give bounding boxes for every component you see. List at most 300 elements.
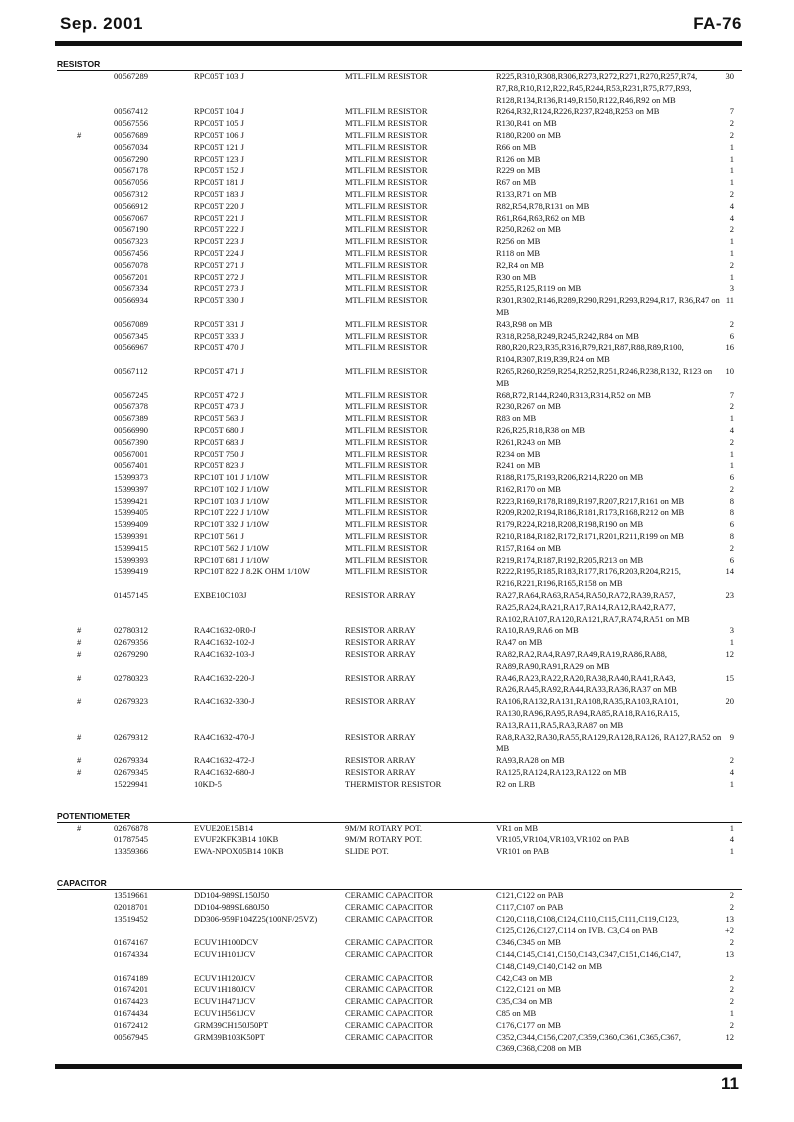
row-part-number: RPC05T 473 J	[194, 401, 244, 412]
header-model: FA-76	[693, 14, 742, 33]
row-quantity: 1	[729, 165, 734, 176]
row-quantity: 2	[729, 984, 734, 995]
row-code: 02780312	[114, 625, 148, 636]
table-row	[57, 401, 742, 413]
row-code: 02780323	[114, 672, 148, 683]
row-description: MTL.FILM RESISTOR	[345, 507, 428, 518]
table-row	[57, 543, 742, 555]
row-part-number: RPC05T 331 J	[194, 318, 244, 329]
table-row	[57, 890, 742, 902]
row-description: CERAMIC CAPACITOR	[345, 1031, 434, 1042]
row-location: R30 on MB	[496, 271, 537, 282]
table-row	[57, 177, 742, 189]
row-part-number: RA4C1632-680-J	[194, 767, 255, 778]
section-title: RESISTOR	[57, 58, 742, 71]
row-location: C120,C118,C108,C124,C110,C115,C111,C119,C123, C125,C126,C127,C114 on IVB. C3,C4 on PAB	[496, 913, 680, 936]
row-quantity: 8	[729, 531, 734, 542]
row-location: R229 on MB	[496, 165, 541, 176]
row-quantity: 13	[725, 948, 734, 959]
row-part-number: RA4C1632-220-J	[194, 672, 255, 683]
row-location: R230,R267 on MB	[496, 401, 561, 412]
table-row	[57, 272, 742, 284]
row-description: CERAMIC CAPACITOR	[345, 901, 434, 912]
row-code: 00567034	[114, 141, 148, 152]
row-code: 00566967	[114, 342, 148, 353]
row-code: 01672412	[114, 1019, 148, 1030]
row-quantity: 8	[729, 495, 734, 506]
row-description: MTL.FILM RESISTOR	[345, 165, 428, 176]
row-quantity: 4	[729, 834, 734, 845]
row-quantity: 7	[729, 389, 734, 400]
row-code: 00567056	[114, 177, 148, 188]
row-quantity: 3	[729, 283, 734, 294]
table-row	[57, 732, 742, 756]
row-code: 02679334	[114, 755, 148, 766]
row-part-number: DD104-989SL150J50	[194, 890, 270, 900]
table-row	[57, 106, 742, 118]
row-part-number: RPC10T 561 J	[194, 531, 244, 542]
row-quantity: 2	[729, 129, 734, 140]
row-mark: #	[77, 672, 82, 683]
row-location: C122,C121 on MB	[496, 984, 561, 995]
row-code: 15399393	[114, 554, 148, 565]
table-row	[57, 460, 742, 472]
row-location: RA8,RA32,RA30,RA55,RA129,RA128,RA126, RA127,RA52 on MB	[496, 731, 722, 754]
page-number: 11	[721, 1074, 739, 1093]
row-mark: #	[77, 767, 82, 778]
table-row	[57, 566, 742, 590]
row-description: MTL.FILM RESISTOR	[345, 295, 428, 306]
table-row	[57, 142, 742, 154]
row-part-number: DD306-959F104Z25(100NF/25VZ)	[194, 913, 318, 924]
table-row	[57, 949, 742, 973]
row-part-number: ECUV1H471JCV	[194, 996, 256, 1007]
row-description: CERAMIC CAPACITOR	[345, 1019, 434, 1030]
row-location: R61,R64,R63,R62 on MB	[496, 212, 586, 223]
row-location: VR101 on PAB	[496, 846, 550, 857]
table-row	[57, 248, 742, 260]
row-code: 00566990	[114, 424, 148, 435]
section-title: CAPACITOR	[57, 877, 742, 890]
row-quantity: 16	[725, 342, 734, 353]
table-row	[57, 1008, 742, 1020]
row-location: RA27,RA64,RA63,RA54,RA50,RA72,RA39,RA57, RA25,RA24,RA21,RA17,RA14,RA12,RA42,RA77, RA102,RA107,RA120,RA121,RA7,RA74,RA51 on MB	[496, 590, 690, 624]
row-location: R188,R175,R193,R206,R214,R220 on MB	[496, 472, 644, 483]
row-location: C117,C107 on PAB	[496, 901, 564, 912]
row-description: RESISTOR ARRAY	[345, 755, 416, 766]
row-location: RA106,RA132,RA131,RA108,RA35,RA103,RA101, RA130,RA96,RA95,RA94,RA85,RA18,RA16,RA15, RA13,RA11,RA5,RA3,RA87 on MB	[496, 696, 680, 730]
row-code: 00567089	[114, 318, 148, 329]
row-quantity: 2	[729, 259, 734, 270]
row-code: 01674423	[114, 996, 148, 1007]
row-description: MTL.FILM RESISTOR	[345, 448, 428, 459]
row-code: 00567345	[114, 330, 148, 341]
row-part-number: RPC05T 223 J	[194, 236, 244, 247]
row-quantity: 12	[725, 1031, 734, 1042]
row-location: C121,C122 on PAB	[496, 890, 564, 900]
row-description: MTL.FILM RESISTOR	[345, 542, 428, 553]
row-description: MTL.FILM RESISTOR	[345, 483, 428, 494]
row-code: 01674434	[114, 1007, 148, 1018]
row-location: R222,R195,R185,R183,R177,R176,R203,R204,R215, R216,R221,R196,R165,R158 on MB	[496, 566, 681, 589]
row-part-number: RPC05T 221 J	[194, 212, 244, 223]
table-row	[57, 507, 742, 519]
row-location: C144,C145,C141,C150,C143,C347,C151,C146,C147, C148,C149,C140,C142 on MB	[496, 948, 681, 971]
row-description: CERAMIC CAPACITOR	[345, 972, 434, 983]
row-quantity: 4	[729, 424, 734, 435]
table-row	[57, 696, 742, 731]
row-code: 15399409	[114, 519, 148, 530]
row-location: R157,R164 on MB	[496, 542, 561, 553]
row-part-number: RPC10T 222 J 1/10W	[194, 507, 270, 518]
row-location: R255,R125,R119 on MB	[496, 283, 582, 294]
row-part-number: RA4C1632-103-J	[194, 649, 255, 660]
row-quantity: 1	[729, 141, 734, 152]
row-description: MTL.FILM RESISTOR	[345, 153, 428, 164]
row-quantity: 6	[729, 330, 734, 341]
row-description: MTL.FILM RESISTOR	[345, 188, 428, 199]
page-header	[57, 10, 742, 36]
row-quantity: 23	[725, 590, 734, 601]
row-part-number: RPC05T 222 J	[194, 224, 244, 235]
row-quantity: 20	[725, 696, 734, 707]
row-location: R318,R258,R249,R245,R242,R84 on MB	[496, 330, 639, 341]
row-location: R82,R54,R78,R131 on MB	[496, 200, 590, 211]
row-part-number: RPC05T 563 J	[194, 413, 244, 424]
row-location: R256 on MB	[496, 236, 541, 247]
row-code: 13519452	[114, 913, 148, 924]
row-location: R126 on MB	[496, 153, 541, 164]
row-part-number: RPC10T 822 J 8.2K OHM 1/10W	[194, 566, 311, 577]
row-description: RESISTOR ARRAY	[345, 590, 416, 601]
table-row	[57, 390, 742, 402]
table-row	[57, 755, 742, 767]
row-location: R26,R25,R18,R38 on MB	[496, 424, 586, 435]
row-part-number: RA4C1632-0R0-J	[194, 625, 256, 636]
row-part-number: EVUE20E15B14	[194, 822, 254, 833]
row-part-number: 10KD-5	[194, 778, 222, 789]
row-code: 00567245	[114, 389, 148, 400]
row-part-number: RPC05T 750 J	[194, 448, 244, 459]
row-code: 00567556	[114, 118, 148, 129]
row-code: 02679312	[114, 731, 148, 742]
row-quantity: 12	[725, 649, 734, 660]
row-code: 00567389	[114, 413, 148, 424]
row-quantity: 1	[729, 413, 734, 424]
row-mark: #	[77, 129, 82, 140]
row-code: 15399419	[114, 566, 148, 577]
row-quantity: 2	[729, 118, 734, 129]
row-code: 15399373	[114, 472, 148, 483]
row-part-number: RPC05T 273 J	[194, 283, 244, 294]
row-location: R83 on MB	[496, 413, 537, 424]
row-mark: #	[77, 637, 82, 648]
row-location: R118 on MB	[496, 247, 541, 258]
row-quantity: 15	[725, 672, 734, 683]
row-description: RESISTOR ARRAY	[345, 637, 416, 648]
row-code: 13359366	[114, 846, 148, 857]
row-part-number: ECUV1H120JCV	[194, 972, 256, 983]
row-description: SLIDE POT.	[345, 846, 389, 857]
row-description: MTL.FILM RESISTOR	[345, 413, 428, 424]
row-code: 01787545	[114, 834, 148, 845]
row-description: MTL.FILM RESISTOR	[345, 236, 428, 247]
row-part-number: RPC10T 562 J 1/10W	[194, 542, 270, 553]
row-description: MTL.FILM RESISTOR	[345, 71, 428, 81]
row-quantity: 1	[729, 177, 734, 188]
row-location: R250,R262 on MB	[496, 224, 561, 235]
row-quantity: 1	[729, 236, 734, 247]
row-quantity: 1	[729, 153, 734, 164]
row-part-number: RPC05T 104 J	[194, 106, 244, 117]
row-description: MTL.FILM RESISTOR	[345, 436, 428, 447]
row-description: MTL.FILM RESISTOR	[345, 141, 428, 152]
table-row	[57, 823, 742, 835]
table-row	[57, 165, 742, 177]
row-part-number: RPC05T 152 J	[194, 165, 244, 176]
table-row	[57, 779, 742, 791]
row-quantity: 2	[729, 436, 734, 447]
table-row	[57, 531, 742, 543]
row-code: 00567401	[114, 460, 148, 471]
row-part-number: RPC05T 823 J	[194, 460, 244, 471]
table-row	[57, 366, 742, 390]
row-part-number: RPC10T 101 J 1/10W	[194, 472, 270, 483]
row-location: R180,R200 on MB	[496, 129, 561, 140]
row-quantity: 4	[729, 200, 734, 211]
row-code: 01674167	[114, 937, 148, 948]
parts-list	[57, 58, 742, 1055]
row-location: C85 on MB	[496, 1007, 537, 1018]
row-mark: #	[77, 755, 82, 766]
row-description: MTL.FILM RESISTOR	[345, 365, 428, 376]
table-row	[57, 437, 742, 449]
row-part-number: RPC05T 272 J	[194, 271, 244, 282]
row-location: R241 on MB	[496, 460, 541, 471]
row-description: MTL.FILM RESISTOR	[345, 259, 428, 270]
row-location: C35,C34 on MB	[496, 996, 553, 1007]
row-location: RA46,RA23,RA22,RA20,RA38,RA40,RA41,RA43, RA26,RA45,RA92,RA44,RA33,RA36,RA37 on MB	[496, 672, 677, 695]
row-description: RESISTOR ARRAY	[345, 625, 416, 636]
row-part-number: RPC05T 271 J	[194, 259, 244, 270]
row-description: MTL.FILM RESISTOR	[345, 200, 428, 211]
row-location: RA93,RA28 on MB	[496, 755, 565, 766]
row-quantity: 2	[729, 937, 734, 948]
row-quantity: 1	[729, 460, 734, 471]
row-location: RA82,RA2,RA4,RA97,RA49,RA19,RA86,RA88, RA89,RA90,RA91,RA29 on MB	[496, 649, 667, 671]
row-quantity: 13 +2	[724, 913, 734, 936]
row-quantity: 2	[729, 972, 734, 983]
row-quantity: 4	[729, 212, 734, 223]
row-location: RA10,RA9,RA6 on MB	[496, 625, 579, 636]
table-row	[57, 637, 742, 649]
row-location: R234 on MB	[496, 448, 541, 459]
table-row	[57, 224, 742, 236]
row-location: R265,R260,R259,R254,R252,R251,R246,R238,R132, R123 on MB	[496, 365, 713, 388]
row-location: R133,R71 on MB	[496, 188, 557, 199]
row-part-number: RA4C1632-330-J	[194, 696, 255, 707]
row-part-number: RPC10T 103 J 1/10W	[194, 495, 270, 506]
row-quantity: 6	[729, 519, 734, 530]
row-code: 00567001	[114, 448, 148, 459]
row-code: 02679356	[114, 637, 148, 648]
row-location: R80,R20,R23,R35,R316,R79,R21,R87,R88,R89,R100, R104,R307,R19,R39,R24 on MB	[496, 342, 684, 365]
row-location: R209,R202,R194,R186,R181,R173,R168,R212 on MB	[496, 507, 685, 518]
row-quantity: 2	[729, 542, 734, 553]
table-row	[57, 295, 742, 319]
row-quantity: 14	[725, 566, 734, 577]
row-code: 00567067	[114, 212, 148, 223]
table-row	[57, 984, 742, 996]
table-row	[57, 846, 742, 858]
row-code: 00567334	[114, 283, 148, 294]
row-quantity: 7	[729, 106, 734, 117]
table-row	[57, 236, 742, 248]
row-description: MTL.FILM RESISTOR	[345, 389, 428, 400]
row-code: 00567945	[114, 1031, 148, 1042]
row-description: CERAMIC CAPACITOR	[345, 890, 434, 900]
row-code: 00567390	[114, 436, 148, 447]
row-quantity: 1	[729, 271, 734, 282]
row-location: R43,R98 on MB	[496, 318, 553, 329]
row-code: 01674334	[114, 948, 148, 959]
row-location: R2 on LRB	[496, 778, 536, 789]
row-quantity: 1	[729, 448, 734, 459]
section-gap	[57, 791, 742, 810]
row-part-number: EWA-NPOX05B14 10KB	[194, 846, 284, 857]
row-part-number: RPC05T 183 J	[194, 188, 244, 199]
row-code: 00567078	[114, 259, 148, 270]
row-location: R264,R32,R124,R226,R237,R248,R253 on MB	[496, 106, 660, 117]
row-code: 00567323	[114, 236, 148, 247]
row-description: RESISTOR ARRAY	[345, 731, 416, 742]
section-title: POTENTIOMETER	[57, 810, 742, 823]
row-code: 02018701	[114, 901, 148, 912]
row-quantity: 1	[729, 637, 734, 648]
table-row	[57, 649, 742, 673]
table-row	[57, 425, 742, 437]
row-location: R210,R184,R182,R172,R171,R201,R211,R199 on MB	[496, 531, 684, 542]
row-quantity: 8	[729, 507, 734, 518]
table-row	[57, 283, 742, 295]
row-description: MTL.FILM RESISTOR	[345, 495, 428, 506]
row-quantity: 2	[729, 188, 734, 199]
row-quantity: 2	[729, 901, 734, 912]
row-code: 00567290	[114, 153, 148, 164]
row-location: R130,R41 on MB	[496, 118, 557, 129]
row-code: 01457145	[114, 590, 148, 601]
row-location: RA47 on MB	[496, 637, 543, 648]
row-description: MTL.FILM RESISTOR	[345, 318, 428, 329]
row-description: CERAMIC CAPACITOR	[345, 996, 434, 1007]
table-row	[57, 449, 742, 461]
table-row	[57, 590, 742, 625]
row-part-number: RPC05T 683 J	[194, 436, 244, 447]
row-code: 02679345	[114, 767, 148, 778]
row-mark: #	[77, 696, 82, 707]
table-row	[57, 914, 742, 938]
row-code: 00567378	[114, 401, 148, 412]
row-part-number: RPC05T 224 J	[194, 247, 244, 258]
row-part-number: EXBE10C103J	[194, 590, 247, 601]
row-code: 00567289	[114, 71, 148, 81]
row-code: 00566934	[114, 295, 148, 306]
row-quantity: 1	[729, 822, 734, 833]
row-part-number: RA4C1632-472-J	[194, 755, 255, 766]
row-code: 15229941	[114, 778, 148, 789]
row-part-number: ECUV1H100DCV	[194, 937, 259, 948]
row-description: MTL.FILM RESISTOR	[345, 342, 428, 353]
table-row	[57, 319, 742, 331]
table-row	[57, 1032, 742, 1056]
row-code: 00567312	[114, 188, 148, 199]
row-part-number: RA4C1632-102-J	[194, 637, 255, 648]
table-row	[57, 767, 742, 779]
row-part-number: DD104-989SL680J50	[194, 901, 270, 912]
row-description: RESISTOR ARRAY	[345, 672, 416, 683]
row-mark: #	[77, 625, 82, 636]
table-row	[57, 413, 742, 425]
row-quantity: 1	[729, 1007, 734, 1018]
row-quantity: 2	[729, 755, 734, 766]
row-quantity: 2	[729, 483, 734, 494]
row-quantity: 6	[729, 472, 734, 483]
table-row	[57, 201, 742, 213]
row-code: 00567190	[114, 224, 148, 235]
row-code: 00567412	[114, 106, 148, 117]
row-location: R301,R302,R146,R289,R290,R291,R293,R294,R17, R36,R47 on MB	[496, 295, 720, 317]
table-row	[57, 1020, 742, 1032]
row-mark: #	[77, 649, 82, 660]
row-description: THERMISTOR RESISTOR	[345, 778, 442, 789]
row-description: MTL.FILM RESISTOR	[345, 566, 428, 577]
row-location: C352,C344,C156,C207,C359,C360,C361,C365,C367, C369,C368,C208 on MB	[496, 1031, 681, 1054]
row-code: 15399397	[114, 483, 148, 494]
table-row	[57, 472, 742, 484]
row-code: 15399405	[114, 507, 148, 518]
row-quantity: 1	[729, 846, 734, 857]
row-description: CERAMIC CAPACITOR	[345, 948, 434, 959]
table-row	[57, 673, 742, 697]
row-code: 02676878	[114, 822, 148, 833]
table-row	[57, 973, 742, 985]
row-quantity: 6	[729, 554, 734, 565]
table-row	[57, 484, 742, 496]
table-row	[57, 118, 742, 130]
row-quantity: 2	[729, 996, 734, 1007]
row-description: MTL.FILM RESISTOR	[345, 224, 428, 235]
row-description: MTL.FILM RESISTOR	[345, 106, 428, 117]
row-description: MTL.FILM RESISTOR	[345, 118, 428, 129]
row-part-number: RPC05T 680 J	[194, 424, 244, 435]
row-location: R68,R72,R144,R240,R313,R314,R52 on MB	[496, 389, 651, 400]
row-part-number: EVUF2KFK3B14 10KB	[194, 834, 279, 845]
row-quantity: 10	[725, 365, 734, 376]
row-description: MTL.FILM RESISTOR	[345, 401, 428, 412]
table-row	[57, 331, 742, 343]
row-mark: #	[77, 822, 82, 833]
table-row	[57, 937, 742, 949]
row-location: C176,C177 on MB	[496, 1019, 561, 1030]
row-description: CERAMIC CAPACITOR	[345, 913, 434, 924]
table-row	[57, 189, 742, 201]
row-description: RESISTOR ARRAY	[345, 649, 416, 660]
row-code: 15399415	[114, 542, 148, 553]
row-description: MTL.FILM RESISTOR	[345, 212, 428, 223]
row-part-number: RPC10T 332 J 1/10W	[194, 519, 270, 530]
row-code: 01674189	[114, 972, 148, 983]
table-row	[57, 154, 742, 166]
